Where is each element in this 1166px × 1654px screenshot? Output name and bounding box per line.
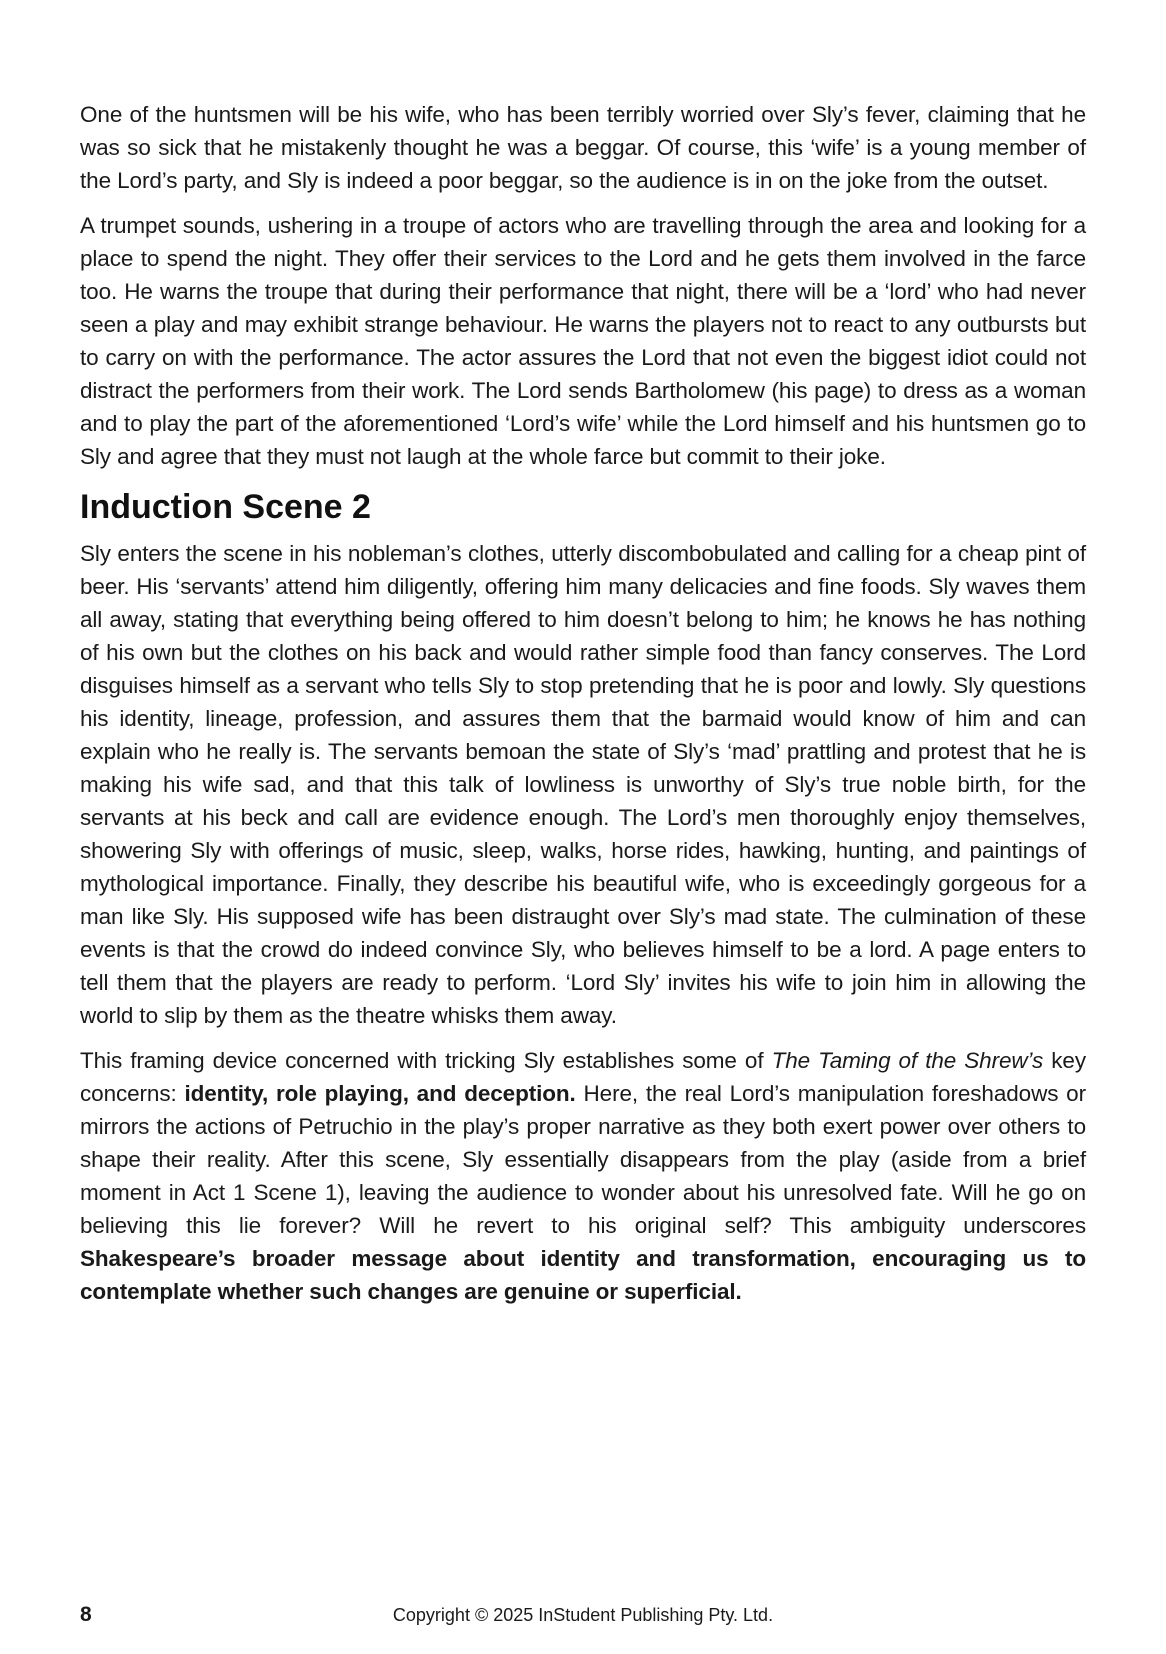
page-content	[80, 98, 1086, 1320]
broader-message: Shakespeare’s broader message about identity and transformation, encouraging us to contemplate whether such changes are genuine or superficial.	[80, 1246, 1086, 1304]
key-concerns: identity, role playing, and deception.	[184, 1081, 576, 1106]
paragraph-4-text-1: This framing device concerned with tricking Sly establishes some of	[80, 1048, 772, 1073]
paragraph-1: One of the huntsmen will be his wife, who has been terribly worried over Sly’s fever, claiming that he was so sick that he mistakenly thought he was a beggar. Of course, this ‘wife’ is a young member of the Lord’s party, and Sly is indeed a poor beggar, so the audience is in on the joke from the outset.	[80, 102, 1086, 193]
paragraph-2: A trumpet sounds, ushering in a troupe of actors who are travelling through the area and looking for a place to spend the night. They offer their services to the Lord and he gets them involved in the farce too. He warns the troupe that during their performance that night, there will be a ‘lord’ who had never seen a play and may exhibit strange behaviour. He warns the players not to react to any outbursts but to carry on with the performance. The actor assures the Lord that not even the biggest idiot could not distract the performers from their work. The Lord sends Bartholomew (his page) to dress as a woman and to play the part of the aforementioned ‘Lord’s wife’ while the Lord himself and his huntsmen go to Sly and agree that they must not laugh at the whole farce but commit to their joke.	[80, 213, 1086, 469]
play-title: The Taming of the Shrew’s	[771, 1048, 1044, 1073]
paragraph-4	[80, 1044, 1086, 1308]
page-footer	[0, 1600, 1166, 1630]
page-number: 8	[80, 1603, 92, 1626]
section-heading: Induction Scene 2	[80, 488, 371, 526]
paragraph-3: Sly enters the scene in his nobleman’s clothes, utterly discombobulated and calling for a cheap pint of beer. His ‘servants’ attend him diligently, offering him many delicacies and fine foods. Sly waves them all away, stating that everything being offered to him doesn’t belong to him; he knows he has nothing of his own but the clothes on his back and would rather simple food than fancy conserves. The Lord disguises himself as a servant who tells Sly to stop pretending that he is poor and lowly. Sly questions his identity, lineage, profession, and assures them that the barmaid would know of him and can explain who he really is. The servants bemoan the state of Sly’s ‘mad’ prattling and protest that he is making his wife sad, and that this talk of lowliness is unworthy of Sly’s true noble birth, for the servants at his beck and call are evidence enough. The Lord’s men thoroughly enjoy themselves, showering Sly with offerings of music, sleep, walks, horse rides, hawking, hunting, and paintings of mythological importance. Finally, they describe his beautiful wife, who is exceedingly gorgeous for a man like Sly. His supposed wife has been distraught over Sly’s mad state. The culmination of these events is that the crowd do indeed convince Sly, who believes himself to be a lord. A page enters to tell them that the players are ready to perform. ‘Lord Sly’ invites his wife to join him in allowing the world to slip by them as the theatre whisks them away.	[80, 541, 1086, 1028]
copyright-notice: Copyright © 2025 InStudent Publishing Pty. Ltd.	[392, 1605, 774, 1625]
paragraph-4-text-2: key concerns:	[80, 1048, 1086, 1106]
paragraph-4-text-3: Here, the real Lord’s manipulation foreshadows or mirrors the actions of Petruchio in the play’s proper narrative as they both exert power over others to shape their reality. After this scene, Sly essentially disappears from the play (aside from a brief moment in Act 1 Scene 1), leaving the audience to wonder about his unresolved fate. Will he go on believing this lie forever? Will he revert to his original self? This ambiguity underscores	[80, 1081, 1086, 1238]
